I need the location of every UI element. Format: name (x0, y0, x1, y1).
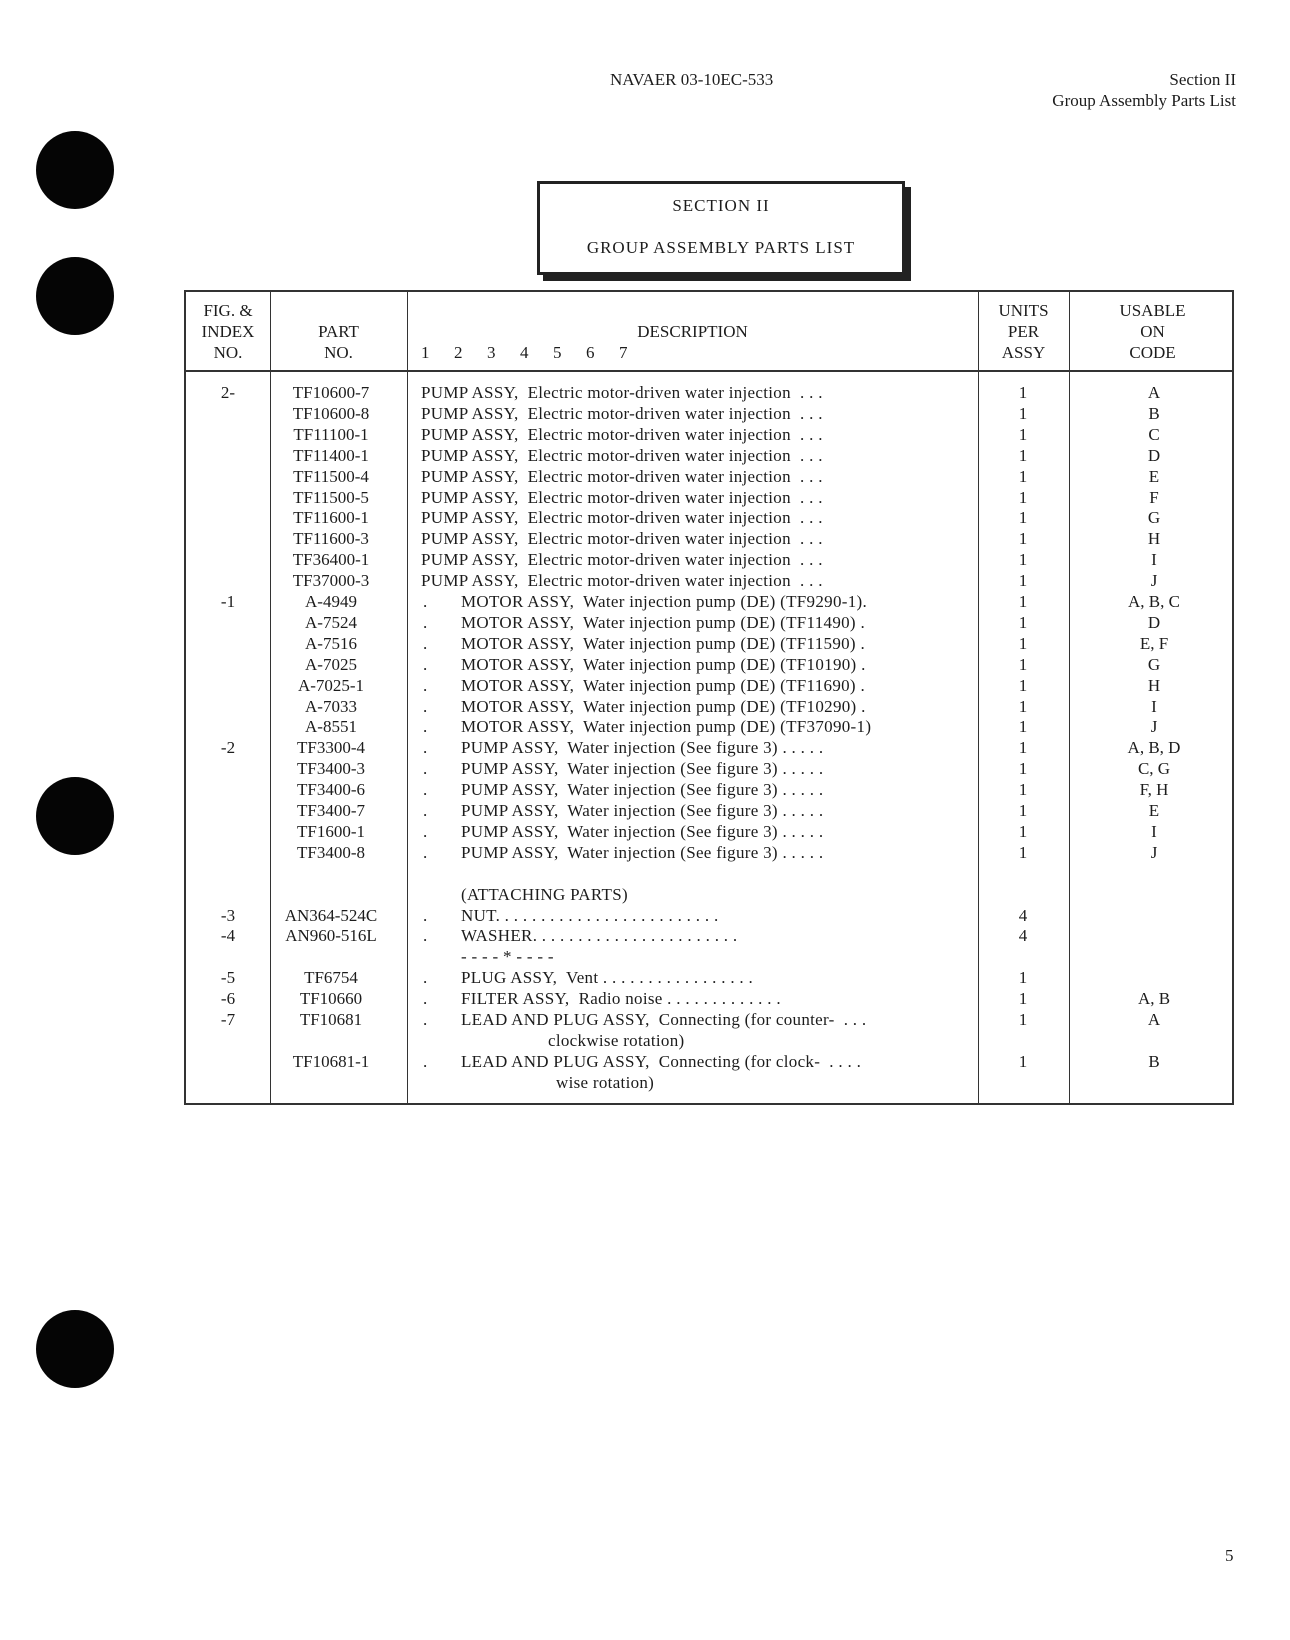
header-code (1069, 300, 1236, 363)
index-number: -3 (220, 905, 236, 925)
description: MOTOR ASSY, Water injection pump (DE) (TF10190) . (461, 654, 866, 674)
usable-on-code: G (1147, 508, 1161, 528)
usable-on-code: E, F (1139, 633, 1169, 653)
usable-on-code: J (1150, 717, 1158, 737)
header-text: FIG. & (203, 301, 253, 320)
usable-on-code: I (1151, 821, 1157, 841)
description: LEAD AND PLUG ASSY, Connecting (for counter- . . . (461, 1010, 867, 1029)
description: MOTOR ASSY, Water injection pump (DE) (TF11690) . (461, 675, 865, 695)
units-per-assy: 1 (1018, 717, 1028, 737)
units-per-assy: 1 (1018, 1051, 1028, 1071)
description: clockwise rotation) (548, 1030, 685, 1050)
table-row (186, 737, 1232, 758)
usable-on-code: I (1151, 550, 1157, 570)
table-row (186, 925, 1232, 946)
indent-marker: . (423, 905, 428, 925)
part-number: TF11500-5 (293, 487, 369, 507)
part-number: A-7524 (305, 612, 357, 632)
part-number: AN364-524C (284, 905, 378, 925)
units-per-assy: 1 (1018, 696, 1028, 716)
header-part (270, 321, 407, 363)
index-number: -6 (220, 989, 236, 1009)
index-number: -2 (220, 738, 236, 758)
usable-on-code: B (1148, 403, 1160, 423)
description: MOTOR ASSY, Water injection pump (DE) (TF11490) . (461, 612, 865, 632)
units-per-assy: 1 (1018, 759, 1028, 779)
section-label: Section II (1169, 70, 1236, 89)
description: PUMP ASSY, Electric motor-driven water injection . . . (421, 487, 823, 507)
units-per-assy: 1 (1018, 989, 1028, 1009)
indent-marker: . (423, 696, 428, 716)
description: PUMP ASSY, Electric motor-driven water injection . . . (421, 445, 823, 465)
binder-hole (36, 1310, 114, 1388)
index-number: -5 (220, 968, 236, 988)
description: PUMP ASSY, Water injection (See figure 3) . . . . . (461, 801, 824, 820)
description: MOTOR ASSY, Water injection pump (DE) (TF9290-1). (461, 592, 868, 611)
description: PUMP ASSY, Electric motor-driven water injection . . . (421, 424, 823, 444)
units-per-assy: 1 (1018, 675, 1028, 695)
usable-on-code: A, B (1137, 989, 1171, 1009)
units-per-assy: 4 (1018, 905, 1028, 925)
header-text: PER (1007, 322, 1040, 341)
part-number: TF3300-4 (297, 738, 365, 758)
part-number: A-8551 (305, 717, 357, 737)
part-number: TF10600-7 (292, 383, 370, 402)
document-number: NAVAER 03-10EC-533 (610, 70, 774, 89)
indent-marker: . (423, 780, 428, 800)
table-row (186, 528, 1232, 549)
usable-on-code: I (1151, 696, 1157, 716)
part-number: TF10681-1 (292, 1051, 370, 1071)
units-per-assy: 1 (1018, 466, 1028, 486)
usable-on-code: E (1148, 801, 1160, 820)
indent-marker: . (423, 592, 428, 611)
table-row (186, 507, 1232, 528)
table-row (186, 633, 1232, 654)
usable-on-code: A, B, C (1128, 592, 1180, 611)
description: PUMP ASSY, Water injection (See figure 3) . . . . . (461, 780, 824, 800)
description: PUMP ASSY, Electric motor-driven water injection . . . (421, 571, 823, 591)
part-number: TF11400-1 (293, 445, 369, 465)
description: MOTOR ASSY, Water injection pump (DE) (TF37090-1) (461, 717, 872, 737)
part-number: A-7033 (305, 696, 357, 716)
indent-marker: . (423, 926, 428, 946)
indent-marker: . (423, 633, 428, 653)
part-number: TF3400-7 (297, 801, 365, 820)
header-text: DESCRIPTION (637, 322, 748, 341)
table-row (186, 1030, 1232, 1051)
table-row (186, 675, 1232, 696)
table-row (186, 1051, 1232, 1072)
table-row (186, 445, 1232, 466)
part-number: TF3400-8 (297, 842, 365, 862)
description: PUMP ASSY, Electric motor-driven water injection . . . (421, 550, 823, 570)
usable-on-code: H (1147, 529, 1161, 549)
binder-hole (36, 131, 114, 209)
description: PLUG ASSY, Vent . . . . . . . . . . . . . . . . . (461, 968, 754, 988)
units-per-assy: 1 (1018, 592, 1028, 611)
header-text: ASSY (1001, 343, 1046, 362)
index-number: -1 (220, 592, 236, 611)
table-row (186, 800, 1232, 821)
header-text: INDEX (201, 322, 255, 341)
indent-marker: . (423, 1010, 428, 1029)
description: PUMP ASSY, Water injection (See figure 3) . . . . . (461, 738, 824, 758)
units-per-assy: 1 (1018, 529, 1028, 549)
section-title: Group Assembly Parts List (1052, 91, 1236, 110)
table-row (186, 863, 1232, 884)
indent-marker: . (423, 717, 428, 737)
index-number: -7 (220, 1010, 236, 1029)
units-per-assy: 1 (1018, 424, 1028, 444)
binder-hole (36, 257, 114, 335)
part-number: TF11500-4 (293, 466, 369, 486)
table-row (186, 905, 1232, 926)
description: PUMP ASSY, Electric motor-driven water injection . . . (421, 466, 823, 486)
section-box-line1: SECTION II (672, 196, 770, 215)
usable-on-code: J (1150, 571, 1158, 591)
binder-hole (36, 777, 114, 855)
indent-marker: . (423, 968, 428, 988)
part-number: TF37000-3 (292, 571, 370, 591)
usable-on-code: E (1148, 466, 1160, 486)
usable-on-code: D (1147, 612, 1161, 632)
description: PUMP ASSY, Water injection (See figure 3) . . . . . (461, 842, 824, 862)
table-row (186, 779, 1232, 800)
indent-marker: . (423, 738, 428, 758)
part-number: TF10600-8 (292, 403, 370, 423)
indent-marker: . (423, 675, 428, 695)
units-per-assy: 1 (1018, 445, 1028, 465)
indent-marker: . (423, 801, 428, 820)
table-row (186, 696, 1232, 717)
table-row (186, 466, 1232, 487)
part-number: AN960-516L (285, 926, 377, 946)
header-text: UNITS (998, 301, 1049, 320)
index-number: -4 (220, 926, 236, 946)
description: (ATTACHING PARTS) (461, 884, 628, 904)
units-per-assy: 1 (1018, 383, 1028, 402)
part-number: A-7025 (305, 654, 357, 674)
table-row (186, 654, 1232, 675)
units-per-assy: 1 (1018, 403, 1028, 423)
table-row (186, 612, 1232, 633)
usable-on-code: D (1147, 445, 1161, 465)
header-divider (186, 370, 1232, 372)
header-text: NO. (213, 343, 243, 362)
section-title-box (537, 181, 905, 275)
part-number: TF10681 (299, 1010, 363, 1029)
description: NUT. . . . . . . . . . . . . . . . . . . . . . . . . (461, 905, 719, 925)
usable-on-code: A, B, D (1127, 738, 1181, 758)
units-per-assy: 1 (1018, 821, 1028, 841)
part-number: TF11600-1 (293, 508, 369, 528)
table-row (186, 1072, 1232, 1093)
table-row (186, 988, 1232, 1009)
description: PUMP ASSY, Water injection (See figure 3) . . . . . (461, 821, 824, 841)
part-number: A-7025-1 (297, 675, 365, 695)
part-number: A-7516 (305, 633, 357, 653)
part-number: TF3400-3 (297, 759, 365, 779)
description: PUMP ASSY, Electric motor-driven water injection . . . (421, 508, 823, 528)
indent-marker: . (423, 759, 428, 779)
part-number: TF3400-6 (297, 780, 365, 800)
header-description (407, 321, 978, 363)
header-text: ON (1140, 322, 1165, 341)
part-number: A-4949 (305, 592, 357, 611)
usable-on-code: F (1149, 487, 1159, 507)
usable-on-code: F, H (1139, 780, 1169, 800)
table-row (186, 549, 1232, 570)
table-row (186, 821, 1232, 842)
table-row (186, 591, 1232, 612)
description: PUMP ASSY, Electric motor-driven water injection . . . (421, 383, 823, 402)
description: wise rotation) (556, 1072, 655, 1092)
table-row (186, 424, 1232, 445)
table-row (186, 382, 1232, 403)
indent-marker: . (423, 842, 428, 862)
header-text: PART (318, 322, 359, 341)
units-per-assy: 1 (1018, 550, 1028, 570)
usable-on-code: A (1147, 383, 1161, 402)
header-units (978, 300, 1069, 363)
indent-marker: . (423, 654, 428, 674)
usable-on-code: B (1148, 1051, 1160, 1071)
units-per-assy: 1 (1018, 801, 1028, 820)
section-box-line2: GROUP ASSEMBLY PARTS LIST (586, 238, 856, 257)
units-per-assy: 1 (1018, 487, 1028, 507)
units-per-assy: 1 (1018, 633, 1028, 653)
units-per-assy: 1 (1018, 842, 1028, 862)
header-text: NO. (324, 343, 353, 362)
table-row (186, 946, 1232, 967)
table-row (186, 967, 1232, 988)
part-number: TF11600-3 (293, 529, 369, 549)
units-per-assy: 1 (1018, 780, 1028, 800)
indent-marker: . (423, 821, 428, 841)
indent-marker: . (423, 989, 428, 1009)
units-per-assy: 1 (1018, 508, 1028, 528)
table-row (186, 570, 1232, 591)
description: WASHER. . . . . . . . . . . . . . . . . . . . . . . (461, 926, 738, 946)
description: FILTER ASSY, Radio noise . . . . . . . . . . . . . (461, 989, 781, 1009)
description: PUMP ASSY, Electric motor-driven water injection . . . (421, 403, 823, 423)
parts-list-table (184, 290, 1234, 1105)
header-text: CODE (1129, 343, 1176, 362)
usable-on-code: A (1147, 1010, 1161, 1029)
part-number: TF1600-1 (297, 821, 365, 841)
part-number: TF11100-1 (293, 424, 369, 444)
units-per-assy: 1 (1018, 968, 1028, 988)
page-number: 5 (1225, 1546, 1234, 1565)
usable-on-code: G (1147, 654, 1161, 674)
table-row (186, 1009, 1232, 1030)
units-per-assy: 1 (1018, 1010, 1028, 1029)
description: MOTOR ASSY, Water injection pump (DE) (TF11590) . (461, 633, 865, 653)
usable-on-code: C, G (1137, 759, 1171, 779)
table-row (186, 403, 1232, 424)
units-per-assy: 1 (1018, 571, 1028, 591)
header-indent-levels: 1 2 3 4 5 6 7 (421, 343, 628, 362)
table-row (186, 758, 1232, 779)
indent-marker: . (423, 612, 428, 632)
table-row (186, 487, 1232, 508)
description: PUMP ASSY, Water injection (See figure 3) . . . . . (461, 759, 824, 779)
usable-on-code: H (1147, 675, 1161, 695)
table-row (186, 716, 1232, 737)
header-index (186, 300, 270, 363)
part-number: TF36400-1 (292, 550, 370, 570)
usable-on-code: C (1148, 424, 1160, 444)
units-per-assy: 1 (1018, 612, 1028, 632)
header-text: USABLE (1119, 301, 1186, 320)
description: PUMP ASSY, Electric motor-driven water injection . . . (421, 529, 823, 549)
units-per-assy: 1 (1018, 654, 1028, 674)
units-per-assy: 1 (1018, 738, 1028, 758)
table-row (186, 842, 1232, 863)
part-number: TF6754 (304, 968, 358, 988)
indent-marker: . (423, 1051, 428, 1071)
table-row (186, 884, 1232, 905)
usable-on-code: J (1150, 842, 1158, 862)
description: - - - - * - - - - (461, 947, 554, 967)
part-number: TF10660 (299, 989, 363, 1009)
units-per-assy: 4 (1018, 926, 1028, 946)
description: MOTOR ASSY, Water injection pump (DE) (TF10290) . (461, 696, 866, 716)
index-number: 2- (220, 383, 236, 402)
description: LEAD AND PLUG ASSY, Connecting (for clock- . . . . (461, 1051, 862, 1071)
